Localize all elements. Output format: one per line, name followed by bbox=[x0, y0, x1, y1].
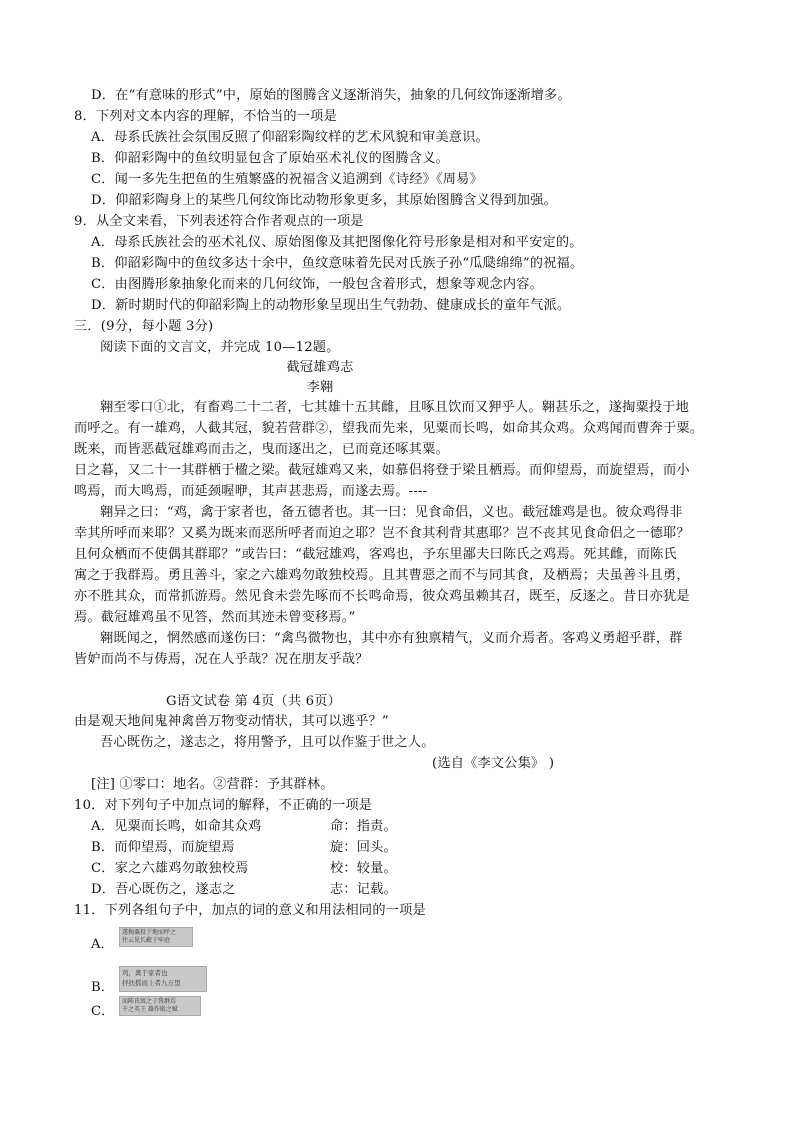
paragraph-1-line: 既来，而皆恶截冠雄鸡而击之，曳而逐出之，已而竟还啄其粟。 bbox=[74, 442, 449, 457]
q11-option-b-image-line: 抨扶摇而上者九万里 bbox=[122, 979, 181, 987]
paragraph-1-line: 而呼之。有一雄鸡，人截其冠，貌若营群②，望我而先来，见粟而长鸣，如命其众鸡。众鸡闻而曹奔于粟。 bbox=[74, 421, 704, 436]
q11-option-c-image-line: 千之英王 雄作殿之赋 bbox=[122, 1006, 178, 1013]
paragraph-4: 由是观天地间鬼神禽兽万物变动情状，其可以逃乎？” bbox=[74, 714, 389, 729]
paragraph-1-line: 翱至零口①北，有畜鸡二十二者，七其雄十五其雌，且啄且饮而又狎乎人。翱甚乐之，遂掏粟投于地 bbox=[100, 400, 690, 415]
q10-option-c-explanation: 校：较量。 bbox=[330, 861, 397, 876]
paragraph-2-line: 且何众栖而不使偶其群耶？”或告曰：“截冠雄鸡，客鸡也，予东里鄙夫曰陈氏之鸡焉。死其雌，而陈氏 bbox=[74, 547, 677, 562]
q10-option-b-explanation: 旋：回头。 bbox=[330, 840, 397, 855]
q8-option-d: D．仰韶彩陶身上的某些几何纹饰比动物形象更多，其原始图腾含义得到加强。 bbox=[91, 193, 557, 208]
q10-stem: 10．对下列句子中加点词的解释，不正确的一项是 bbox=[74, 798, 373, 813]
q9-option-c: C．由图腾形象抽象化而来的几何纹饰，一般包含着形式，想象等观念内容。 bbox=[91, 277, 544, 292]
q9-stem: 9．从全文来看，下列表述符合作者观点的一项是 bbox=[74, 214, 364, 229]
paragraph-1-line: 鸣焉，而大鸣焉，而延颈喔咿，其声甚悲焉，而遂去焉。---- bbox=[74, 484, 428, 499]
paragraph-1-line: 日之暮，又二十一其群栖于楹之梁。截冠雄鸡又来，如慕侣将登于梁且栖焉。而仰望焉，而旋望焉，而小 bbox=[74, 463, 690, 478]
paragraph-5: 吾心既伤之，遂志之，将用警予，且可以作鉴于世之人。 bbox=[100, 735, 435, 750]
q10-option-d: D．吾心既伤之，遂志之 bbox=[91, 882, 236, 897]
q8-stem: 8．下列对文本内容的理解，不恰当的一项是 bbox=[74, 109, 337, 124]
passage-note: [注] ①零口：地名。②营群：予其群林。 bbox=[91, 777, 334, 792]
q11-option-c-image bbox=[119, 996, 201, 1016]
q11-option-b-label: B． bbox=[91, 980, 114, 995]
passage-title: 截冠雄鸡志 bbox=[286, 360, 354, 375]
paragraph-3-line: 翱既闻之，惘然感而遂伤曰：“禽鸟微物也，其中亦有独禀精气，义而介焉者。客鸡义勇超乎群，群 bbox=[100, 631, 683, 646]
q11-option-a-image-line: 往云见长蔽于牢庭 bbox=[122, 937, 171, 944]
q10-option-d-explanation: 志：记载。 bbox=[330, 882, 397, 897]
q10-option-a: A．见粟而长鸣，如命其众鸡 bbox=[91, 819, 262, 834]
paragraph-3-line: 皆妒而尚不与俦焉，况在人乎哉？况在朋友乎哉？ bbox=[74, 652, 369, 667]
section-3-heading: 三．(9分，每小题 3分) bbox=[74, 319, 214, 334]
paragraph-2-line: 幸其所呼而来耶？又奚为既来而恶所呼者而迫之耶？岂不食其利背其惠耶？岂不丧其见食命侣之一德耶？ bbox=[74, 526, 690, 541]
q9-option-b: B．仰韶彩陶中的鱼纹多达十余中，鱼纹意味着先民对氏族子孙“瓜瓞绵绵”的祝福。 bbox=[91, 256, 584, 271]
q8-option-c: C．闻一多先生把鱼的生殖繁盛的祝福含义追溯到《诗经》《周易》 bbox=[91, 172, 483, 187]
q10-option-a-explanation: 命：指责。 bbox=[330, 819, 397, 834]
q11-option-c-label: C． bbox=[91, 1004, 115, 1019]
q9-option-d: D．新时期时代的仰韶彩陶上的动物形象呈现出生气勃勃、健康成长的童年气派。 bbox=[91, 298, 571, 313]
q11-option-a-label: A． bbox=[91, 937, 114, 952]
q7-option-d: D．在“有意味的形式”中，原始的图腾含义逐渐消失，抽象的几何纹饰逐渐增多。 bbox=[91, 88, 571, 103]
paragraph-2-line: 焉。截冠雄鸡虽不见答，然而其迹未曾变移焉。” bbox=[74, 610, 356, 625]
paragraph-2-line: 寓之于我群焉。勇且善斗，家之六雄鸡勿敢独校焉。且其曹惡之而不与同其食，及栖焉；夫虽善斗且勇， bbox=[74, 568, 690, 583]
paragraph-2-line: 翱异之曰：“鸡，禽于家者也，备五德者也。其一曰：见食命侣，义也。截冠雄鸡是也。彼众鸡得非 bbox=[100, 505, 683, 520]
q11-option-b-image-line: 鸡，禽于家者也 bbox=[122, 969, 168, 977]
q10-option-b: B．而仰望焉，而旋望焉 bbox=[91, 840, 235, 855]
q9-option-a: A．母系氏族社会的巫术礼仪、原始图像及其把图像化符号形象是相对和平安定的。 bbox=[91, 235, 583, 250]
page-footer: G语文试卷 第 4页（共 6页） bbox=[166, 694, 341, 709]
q8-option-b: B．仰韶彩陶中的鱼纹明显包含了原始巫术礼仪的图腾含义。 bbox=[91, 151, 449, 166]
q11-option-a-image bbox=[119, 927, 193, 947]
q10-option-c: C．家之六雄鸡勿敢独校焉 bbox=[91, 861, 249, 876]
paragraph-2-line: 亦不胜其众，而常抓游焉。然见食未尝先啄而不长鸣命焉，彼众鸡虽赖其召，既至，反逐之。昔日亦犹是 bbox=[74, 589, 690, 604]
q8-option-a: A．母系氏族社会氛围反照了仰韶彩陶纹样的艺术风貌和审美意识。 bbox=[91, 130, 489, 145]
passage-author: 李翱 bbox=[306, 380, 334, 395]
q11-option-b-image bbox=[119, 966, 207, 992]
passage-instruction: 阅读下面的文言文，并完成 10—12题。 bbox=[100, 340, 340, 355]
q11-stem: 11．下列各组句子中，加点的词的意义和用法相同的一项是 bbox=[74, 903, 426, 918]
q11-option-c-image-line: 而陈氏寓之于我群焉 bbox=[122, 998, 177, 1005]
passage-source: (选自《李文公集》 ) bbox=[432, 756, 555, 771]
q11-option-a-image-line: 遂掏粟投于地而呼之 bbox=[122, 929, 177, 936]
